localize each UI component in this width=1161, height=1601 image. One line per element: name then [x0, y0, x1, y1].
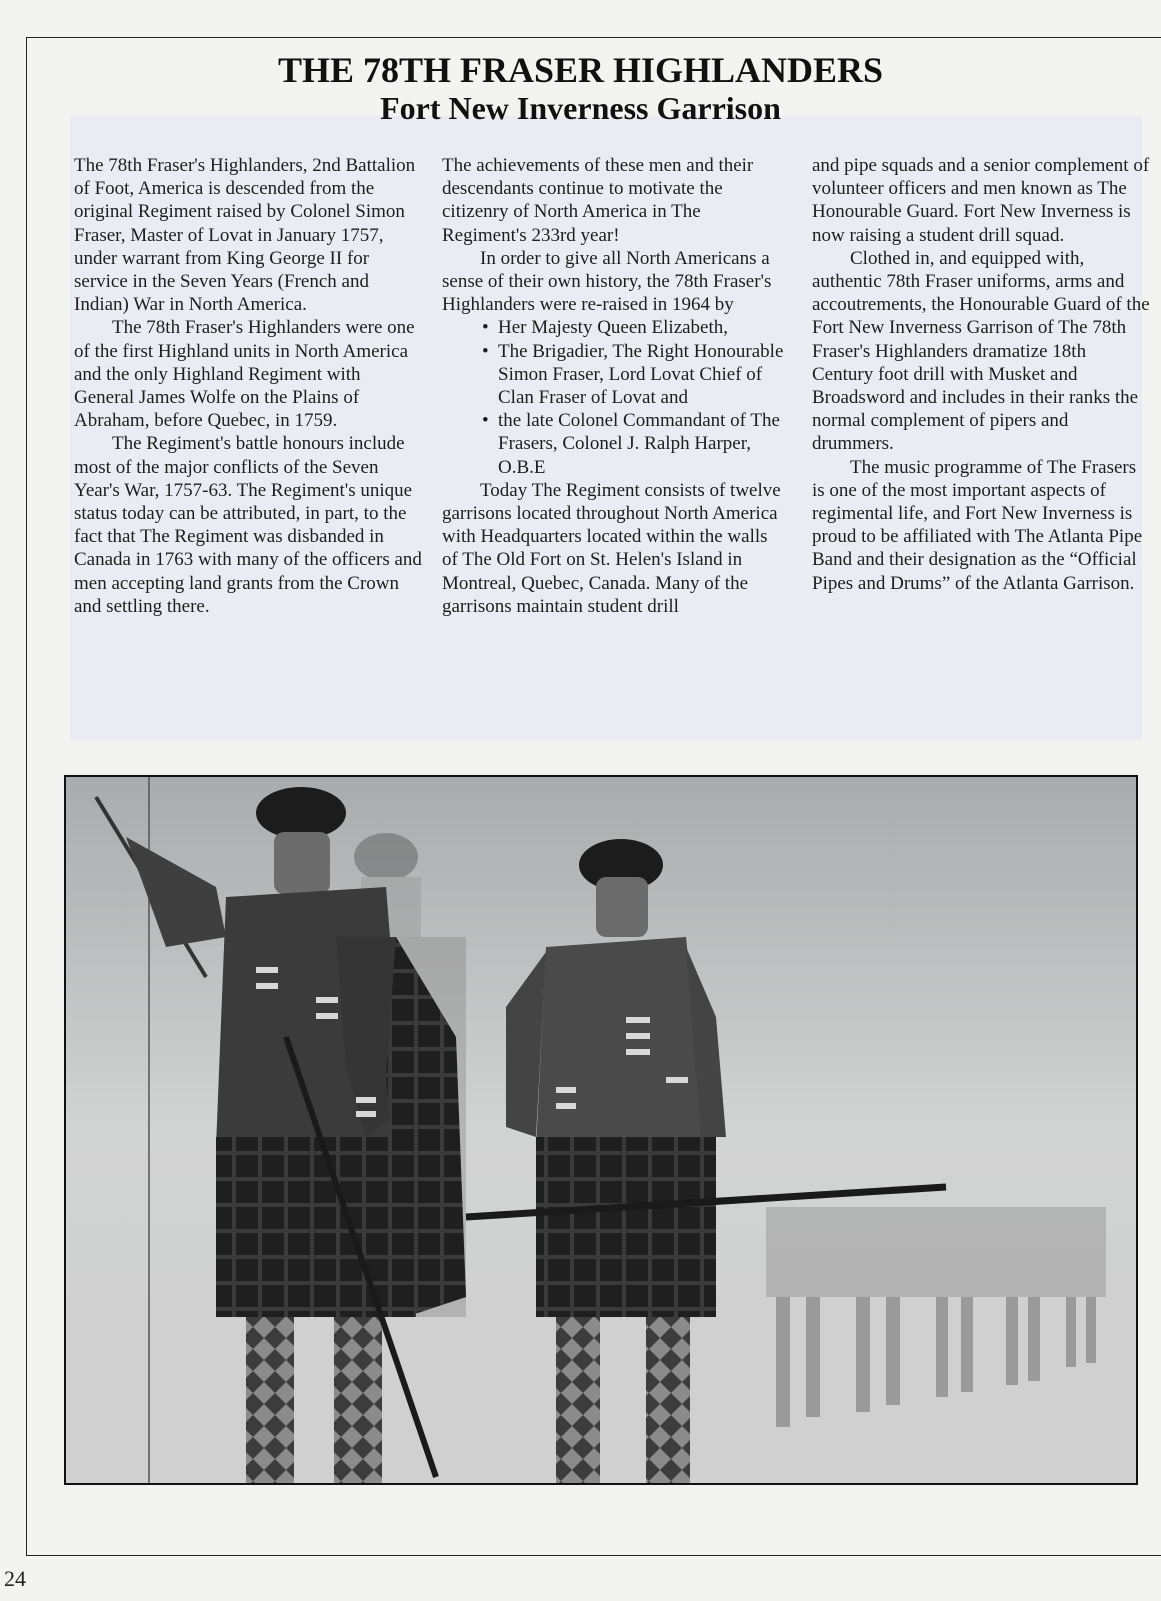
column-1	[74, 154, 424, 618]
list-item: • The Brigadier, The Right Honourable Simon Fraser, Lord Lovat Chief of Clan Fraser of Lovat and	[480, 340, 787, 410]
paragraph: and pipe squads and a senior complement of volunteer officers and men known as The Honourable Guard. Fort New Inverness is now raising a student drill squad.	[812, 155, 1150, 246]
paragraph: The Regiment's battle honours include most of the major conflicts of the Seven Year's War, 1757-63. The Regiment's unique status today can be attributed, in part, to the fact that The Regiment was disbanded in Canada in 1763 with many of the officers and men accepting land grants from the Crown and settling there.	[74, 433, 422, 617]
paragraph: The achievements of these men and their descendants continue to motivate the citizenry of North America in The Regiment's 233rd year!	[442, 155, 754, 246]
paragraph: The 78th Fraser's Highlanders were one of the first Highland units in North America and the only Highland Regiment with General James Wolfe on the Plains of Abraham, before Quebec, in 1759.	[74, 317, 415, 432]
paragraph: Today The Regiment consists of twelve garrisons located throughout North America with Headquarters located within the walls of The Old Fort on St. Helen's Island in Montreal, Quebec, Canada. Many of the garrisons maintain student drill	[442, 479, 781, 617]
reraised-by-list	[442, 316, 787, 478]
page-title: THE 78TH FRASER HIGHLANDERS	[277, 50, 884, 90]
paragraph: The music programme of The Frasers is one of the most important aspects of regimental life, and Fort New Inverness is proud to be affiliated with The Atlanta Pipe Band and their designation as the “Official Pipes and Drums” of the Atlanta Garrison.	[812, 456, 1143, 594]
page-number: 24	[4, 1566, 26, 1591]
column-2	[442, 154, 787, 618]
list-item: • the late Colonel Commandant of The Frasers, Colonel J. Ralph Harper, O.B.E	[480, 409, 787, 479]
photo-highlanders-drill-icon	[66, 777, 1136, 1483]
photo-highlanders	[64, 775, 1138, 1485]
list-item: • Her Majesty Queen Elizabeth,	[480, 316, 787, 339]
page-subtitle: Fort New Inverness Garrison	[380, 90, 781, 126]
paragraph: Clothed in, and equipped with, authentic 78th Fraser uniforms, arms and accoutrements, the Honourable Guard of the Fort New Inverness Garrison of The 78th Fraser's Highlanders dramatize 18th Century foot drill with Musket and Broadsword and includes in their ranks the normal complement of pipers and drummers.	[812, 247, 1150, 455]
paragraph: The 78th Fraser's Highlanders, 2nd Battalion of Foot, America is descended from the original Regiment raised by Colonel Simon Fraser, Master of Lovat in January 1757, under warrant from King George II for service in the Seven Years (French and Indian) War in North America.	[74, 155, 416, 316]
column-3	[812, 154, 1152, 595]
paragraph: In order to give all North Americans a sense of their own history, the 78th Fraser's Highlanders were re-raised in 1964 by	[442, 247, 772, 316]
